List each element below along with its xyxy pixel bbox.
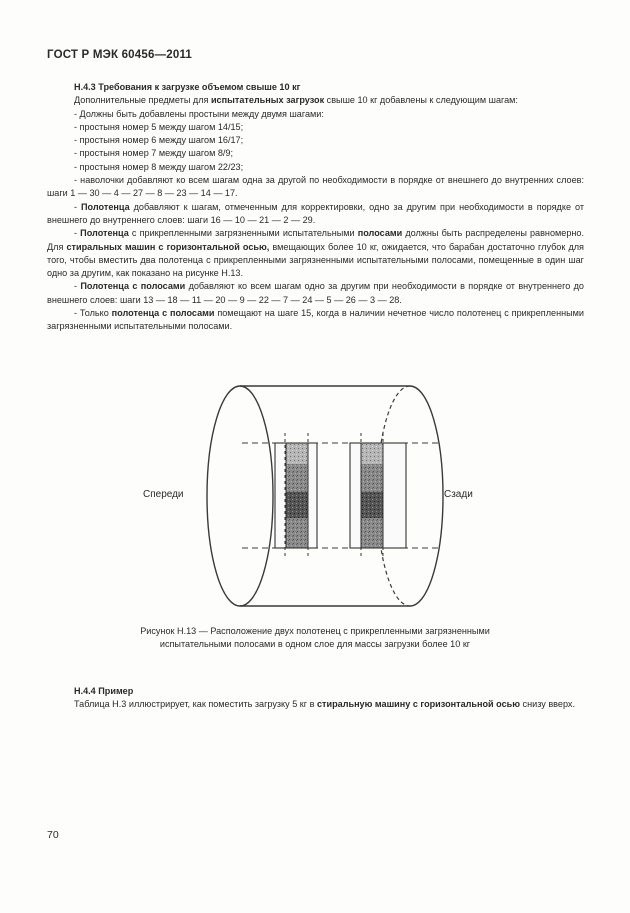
test-strip: [286, 443, 308, 464]
page-number: 70: [47, 829, 59, 841]
page-header: ГОСТ Р МЭК 60456—2011: [47, 49, 193, 61]
drum-outline: [207, 386, 443, 606]
test-strip: [361, 443, 383, 464]
towel-front: [275, 433, 317, 556]
test-strip: [361, 518, 383, 548]
section-heading: H.4.4 Пример: [74, 686, 134, 696]
paragraph-step-15: - Только полотенца с полосами помещают на шаге 15, когда в наличии нечетное число полотенец с прикрепленными загрязненными испытательными полосами.: [47, 308, 584, 332]
towel-back: [350, 433, 406, 556]
list-item: - простыня номер 5 между шагом 14/15;: [74, 121, 244, 132]
list-item: - простыня номер 7 между шагом 8/9;: [74, 148, 234, 159]
test-strip: [361, 464, 383, 492]
figure-caption: [90, 625, 540, 652]
paragraph-towels: - Полотенца добавляют к шагам, отмеченным для корректировки, одно за другим при необходимости в порядке от внешнего до внутреннего слоев: шаги 16 — 10 — 21 — 2 — 29.: [47, 201, 584, 225]
paragraph-towels-with-strips: - Полотенца с прикрепленными загрязненными испытательными полосами должны быть распределены равномерно. Для стиральных машин с горизонтальной осью, вмещающих более 10 кг, ожидается, что барабан достаточно глубок для того, чтобы вместить два полотенца с прикрепленными загрязненными испытательными полосами, помещенные в один шаг одно за другим, как показано на рисунке H.13.: [47, 228, 584, 279]
section-h43: [47, 81, 584, 334]
test-strip: [286, 518, 308, 548]
section-h44: [47, 685, 584, 712]
test-strip: [286, 492, 308, 518]
test-strip: [361, 492, 383, 518]
caption-line: Рисунок H.13 — Расположение двух полотенец с прикрепленными загрязненными: [140, 626, 490, 636]
list-item: - простыня номер 6 между шагом 16/17;: [74, 135, 244, 146]
paragraph-intro: Дополнительные предметы для испытательных загрузок свыше 10 кг добавлены к следующим шагам:: [74, 95, 518, 106]
drum-figure: [205, 383, 445, 609]
test-strip: [286, 464, 308, 492]
label-front: Спереди: [143, 489, 184, 500]
paragraph-strip-towels-order: - Полотенца с полосами добавляют ко всем шагам одно за другим при необходимости в порядке от внутреннего до внешнего слоев: шаги 13 — 18 — 11 — 20 — 9 — 22 — 7 — 24 — 5 — 26 — 3 — 28.: [47, 281, 584, 305]
list-item-pillowcases: - наволочки добавляют ко всем шагам одна за другой по необходимости в порядке от внешнего до внутренних слоев: шаги 1 — 30 — 4 — 27 — 8 — 23 — 14 — 17.: [47, 175, 584, 199]
label-back: Сзади: [444, 489, 473, 500]
section-heading: H.4.3 Требования к загрузке объемом свыше 10 кг: [74, 82, 301, 92]
list-item: - простыня номер 8 между шагом 22/23;: [74, 161, 244, 172]
caption-line: испытательными полосами в одном слое для массы загрузки более 10 кг: [159, 639, 471, 650]
list-item: - Должны быть добавлены простыни между двумя шагами:: [74, 108, 324, 119]
paragraph-example: Таблица H.3 иллюстрирует, как поместить загрузку 5 кг в стиральную машину с горизонтальной осью снизу вверх.: [74, 699, 575, 710]
